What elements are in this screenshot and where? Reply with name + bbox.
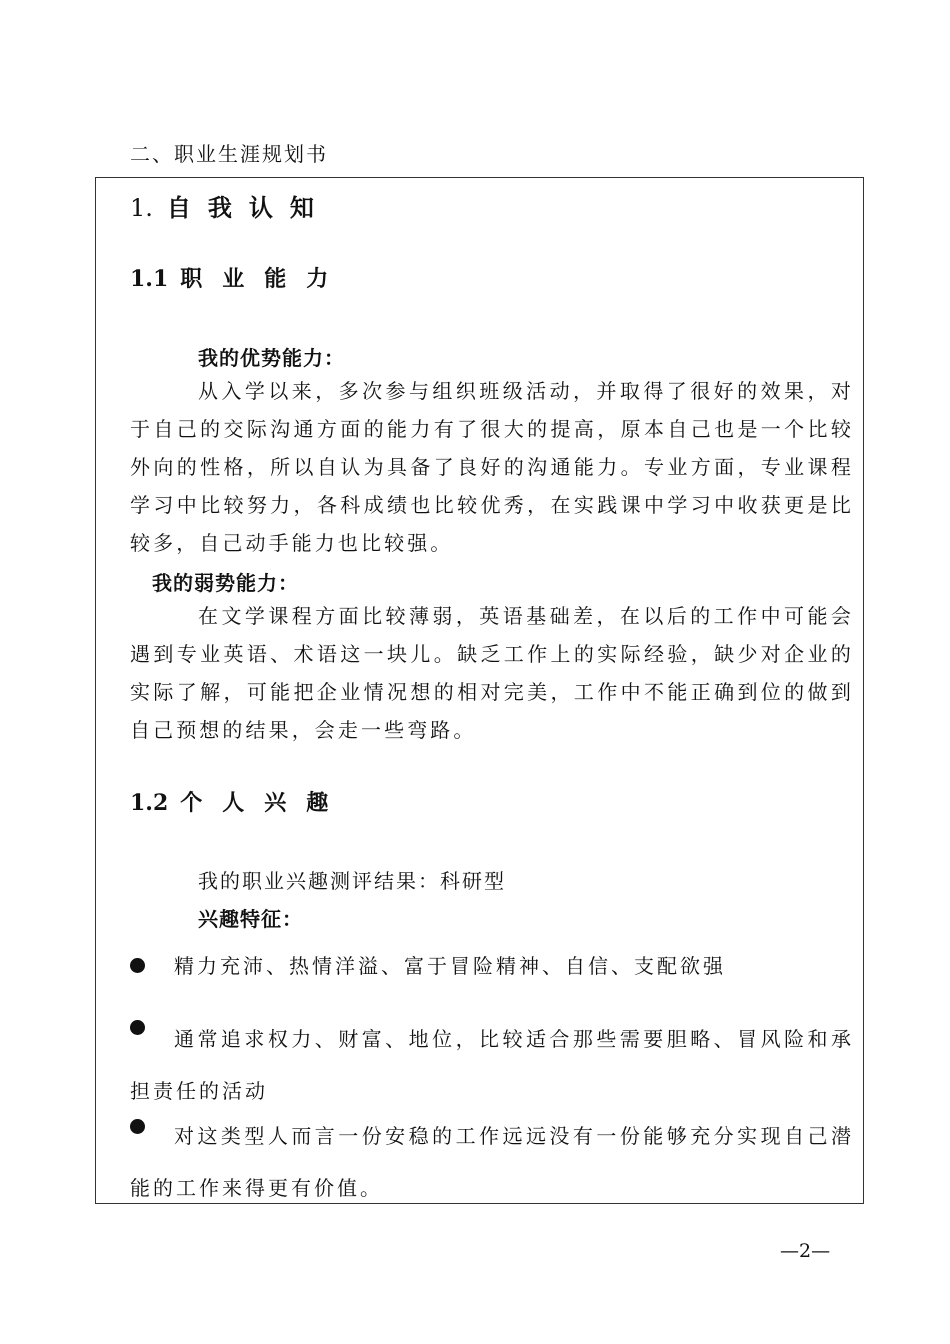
bullet-item: 精力充沛、热情洋溢、富于冒险精神、自信、支配欲强 xyxy=(174,954,726,978)
heading-number: 1. xyxy=(130,194,153,222)
heading-self-awareness xyxy=(130,188,331,223)
section-heading: 二、职业生涯规划书 xyxy=(130,142,328,166)
page-number: —2— xyxy=(780,1240,831,1262)
strengths-label: 我的优势能力： xyxy=(198,346,345,370)
weaknesses-label: 我的弱势能力： xyxy=(152,571,299,595)
bullet-item: 对这类型人而言一份安稳的工作远远没有一份能够充分实现自己潜能的工作来得更有价值。 xyxy=(130,1124,854,1200)
heading-number: 1.2 xyxy=(130,790,169,816)
heading-text: 个人兴趣 xyxy=(180,790,349,816)
bullet-item: 通常追求权力、财富、地位，比较适合那些需要胆略、冒风险和承担责任的活动 xyxy=(130,1027,854,1103)
heading-text: 职业能力 xyxy=(180,266,349,292)
heading-career-ability xyxy=(130,262,348,293)
strengths-paragraph: 从入学以来，多次参与组织班级活动，并取得了很好的效果，对于自己的交际沟通方面的能力有了很大的提高，原本自己也是一个比较外向的性格，所以自认为具备了良好的沟通能力。专业方面，专业课程学习中比较努力，各科成绩也比较优秀，在实践课中学习中收获更是比较多，自己动手能力也比较强。 xyxy=(130,379,854,555)
heading-personal-interest xyxy=(130,786,348,817)
interest-features-label: 兴趣特征： xyxy=(198,907,303,931)
interest-test-result: 我的职业兴趣测评结果：科研型 xyxy=(198,869,506,893)
heading-text: 自我认知 xyxy=(166,193,331,222)
heading-number: 1.1 xyxy=(130,266,169,292)
weaknesses-paragraph: 在文学课程方面比较薄弱，英语基础差，在以后的工作中可能会遇到专业英语、术语这一块儿。缺乏工作上的实际经验，缺少对企业的实际了解，可能把企业情况想的相对完美，工作中不能正确到位的做到自己预想的结果，会走一些弯路。 xyxy=(130,604,854,742)
